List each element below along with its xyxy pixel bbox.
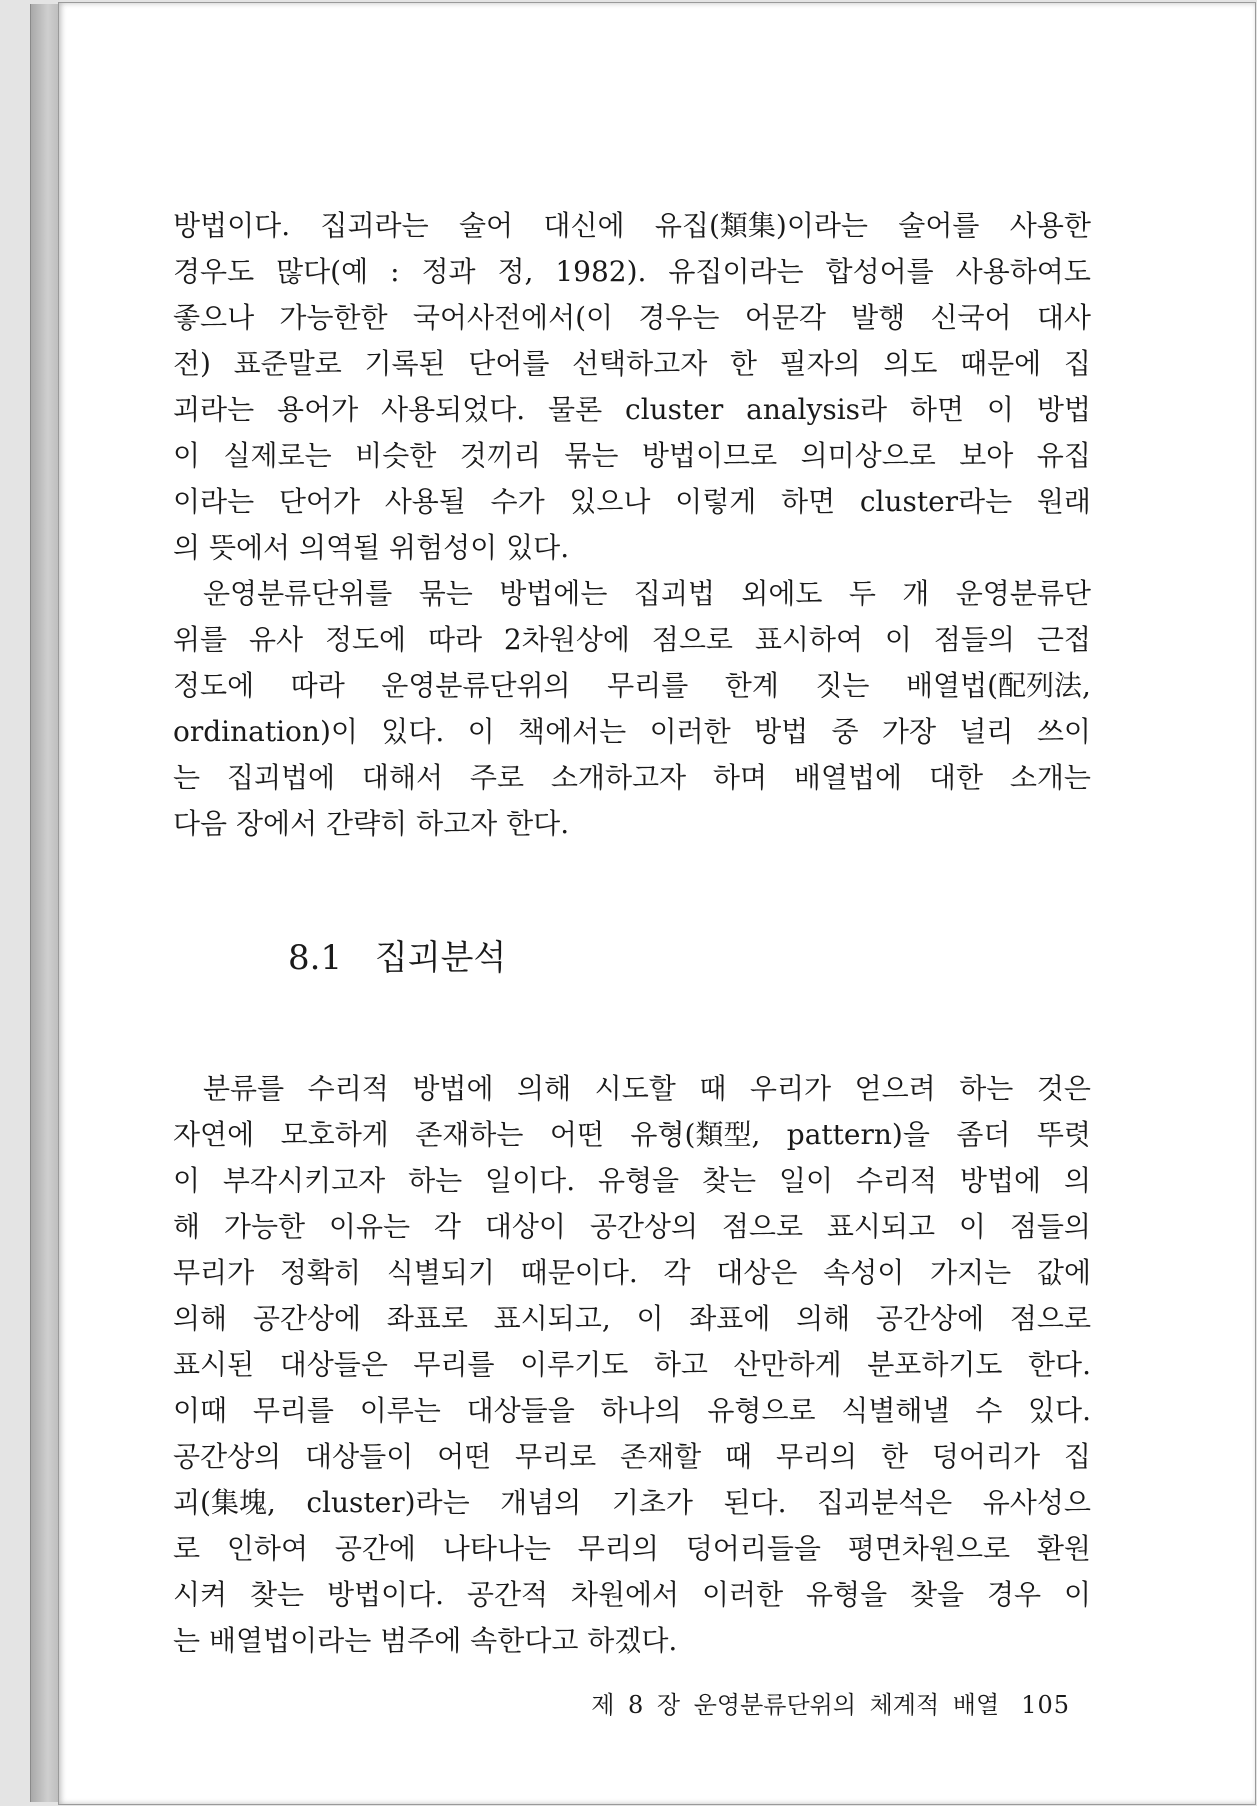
text-line: 좋으나 가능한한 국어사전에서(이 경우는 어문각 발행 신국어 대사	[173, 301, 1091, 334]
text-line: 자연에 모호하게 존재하는 어떤 유형(類型, pattern)을 좀더 뚜렷	[173, 1118, 1091, 1151]
text-line: 의 뜻에서 의역될 위험성이 있다.	[173, 531, 570, 564]
text-line: 분류를 수리적 방법에 의해 시도할 때 우리가 얻으려 하는 것은	[203, 1072, 1091, 1105]
text-line: 괴라는 용어가 사용되었다. 물론 cluster analysis라 하면 이 방법	[173, 393, 1091, 426]
text-line: 는 배열법이라는 범주에 속한다고 하겠다.	[173, 1624, 678, 1657]
text-line: 이때 무리를 이루는 대상들을 하나의 유형으로 식별해낼 수 있다.	[173, 1394, 1091, 1427]
page-number: 105	[1021, 1691, 1070, 1719]
book-page-edge	[30, 4, 59, 1802]
text-line: 전) 표준말로 기록된 단어를 선택하고자 한 필자의 의도 때문에 집	[173, 347, 1091, 380]
running-footer	[570, 1685, 1070, 1720]
text-line: 공간상의 대상들이 어떤 무리로 존재할 때 무리의 한 덩어리가 집	[173, 1440, 1091, 1473]
text-line: 위를 유사 정도에 따라 2차원상에 점으로 표시하여 이 점들의 근접	[173, 623, 1091, 656]
text-line: 경우도 많다(예 : 정과 정, 1982). 유집이라는 합성어를 사용하여도	[173, 255, 1091, 288]
text-line: 방법이다. 집괴라는 술어 대신에 유집(類集)이라는 술어를 사용한	[173, 209, 1091, 242]
text-line: 괴(集塊, cluster)라는 개념의 기초가 된다. 집괴분석은 유사성으	[173, 1486, 1091, 1519]
section-heading: 8.1 집괴분석	[288, 938, 507, 978]
text-line: 운영분류단위를 묶는 방법에는 집괴법 외에도 두 개 운영분류단	[203, 577, 1091, 610]
paragraph-2	[173, 571, 1091, 847]
text-line: ordination)이 있다. 이 책에서는 이러한 방법 중 가장 널리 쓰이	[173, 715, 1091, 748]
text-line: 는 집괴법에 대해서 주로 소개하고자 하며 배열법에 대한 소개는	[173, 761, 1091, 794]
text-line: 이 실제로는 비슷한 것끼리 묶는 방법이므로 의미상으로 보아 유집	[173, 439, 1091, 472]
text-line: 이 부각시키고자 하는 일이다. 유형을 찾는 일이 수리적 방법에 의	[173, 1164, 1091, 1197]
paragraph-3	[173, 1066, 1091, 1664]
text-line: 의해 공간상에 좌표로 표시되고, 이 좌표에 의해 공간상에 점으로	[173, 1302, 1091, 1335]
text-line: 표시된 대상들은 무리를 이루기도 하고 산만하게 분포하기도 한다.	[173, 1348, 1091, 1381]
text-line: 이라는 단어가 사용될 수가 있으나 이렇게 하면 cluster라는 원래	[173, 485, 1091, 518]
paragraph-1	[173, 203, 1091, 571]
text-line: 시켜 찾는 방법이다. 공간적 차원에서 이러한 유형을 찾을 경우 이	[173, 1578, 1091, 1611]
text-line: 무리가 정확히 식별되기 때문이다. 각 대상은 속성이 가지는 값에	[173, 1256, 1091, 1289]
text-line: 해 가능한 이유는 각 대상이 공간상의 점으로 표시되고 이 점들의	[173, 1210, 1091, 1243]
footer-chapter-title: 제 8 장 운영분류단위의 체계적 배열	[591, 1691, 1000, 1719]
text-line: 다음 장에서 간략히 하고자 한다.	[173, 807, 570, 840]
text-line: 정도에 따라 운영분류단위의 무리를 한계 짓는 배열법(配列法,	[173, 669, 1091, 702]
text-line: 로 인하여 공간에 나타나는 무리의 덩어리들을 평면차원으로 환원	[173, 1532, 1091, 1565]
